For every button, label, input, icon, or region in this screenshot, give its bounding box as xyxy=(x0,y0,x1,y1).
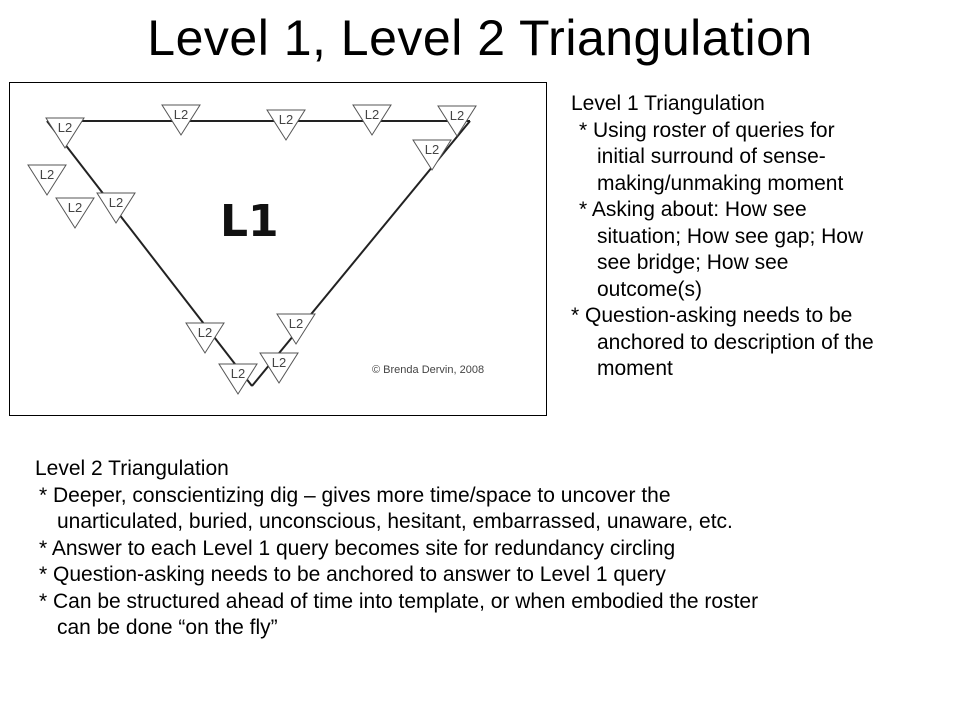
l2-node xyxy=(219,364,257,394)
level2-line: * Question-asking needs to be anchored to answer to Level 1 query xyxy=(39,563,666,586)
level2-line: * Deeper, conscientizing dig – gives more time/space to uncover the xyxy=(39,483,671,507)
l2-node-group xyxy=(28,105,476,394)
l2-label: L2 xyxy=(271,355,287,370)
l2-node xyxy=(28,165,66,195)
level2-line: * Can be structured ahead of time into template, or when embodied the roster xyxy=(39,589,759,613)
l2-label: L2 xyxy=(288,316,304,331)
l2-label: L2 xyxy=(230,366,246,381)
l2-node xyxy=(277,314,315,344)
level1-line: anchored to description of the xyxy=(597,330,874,354)
l2-label: L2 xyxy=(364,107,380,122)
level1-line: making/unmaking moment xyxy=(597,171,844,195)
level1-line: * Asking about: How see xyxy=(579,198,807,221)
level1-text-block xyxy=(571,91,874,383)
level2-text-block xyxy=(35,456,758,642)
l2-label: L2 xyxy=(108,195,124,210)
triangulation-diagram xyxy=(9,82,547,416)
l2-label: L2 xyxy=(173,107,189,122)
level1-line: situation; How see gap; How xyxy=(597,224,864,248)
l2-node xyxy=(186,323,224,353)
level2-line: unarticulated, buried, unconscious, hesitant, embarrassed, unaware, etc. xyxy=(57,510,733,533)
level2-line: * Answer to each Level 1 query becomes site for redundancy circling xyxy=(39,536,676,560)
l2-node xyxy=(46,118,84,148)
l2-node xyxy=(267,110,305,140)
l2-label: L2 xyxy=(67,200,83,215)
level2-heading: Level 2 Triangulation xyxy=(35,457,229,480)
l2-label: L2 xyxy=(278,112,294,127)
l2-node xyxy=(97,193,135,223)
level1-heading: Level 1 Triangulation xyxy=(571,92,765,115)
l2-label: L2 xyxy=(424,142,440,157)
triangulation-svg xyxy=(10,83,546,415)
l1-label: L1 xyxy=(220,196,279,247)
l2-label: L2 xyxy=(39,167,55,182)
l2-label: L2 xyxy=(197,325,213,340)
level1-line: initial surround of sense- xyxy=(597,145,826,168)
level1-line: moment xyxy=(597,357,673,380)
l2-node xyxy=(56,198,94,228)
level1-line: outcome(s) xyxy=(597,277,703,301)
level1-line: see bridge; How see xyxy=(597,251,789,274)
l2-label: L2 xyxy=(57,120,73,135)
level1-line: * Question-asking needs to be xyxy=(571,304,853,327)
l2-label: L2 xyxy=(449,108,465,123)
l2-node xyxy=(413,140,451,170)
l1-triangle xyxy=(47,121,470,386)
slide-title: Level 1, Level 2 Triangulation xyxy=(147,10,813,66)
level1-line: * Using roster of queries for xyxy=(579,118,835,142)
level2-line: can be done “on the fly” xyxy=(57,616,278,639)
copyright-text: © Brenda Dervin, 2008 xyxy=(372,364,485,376)
